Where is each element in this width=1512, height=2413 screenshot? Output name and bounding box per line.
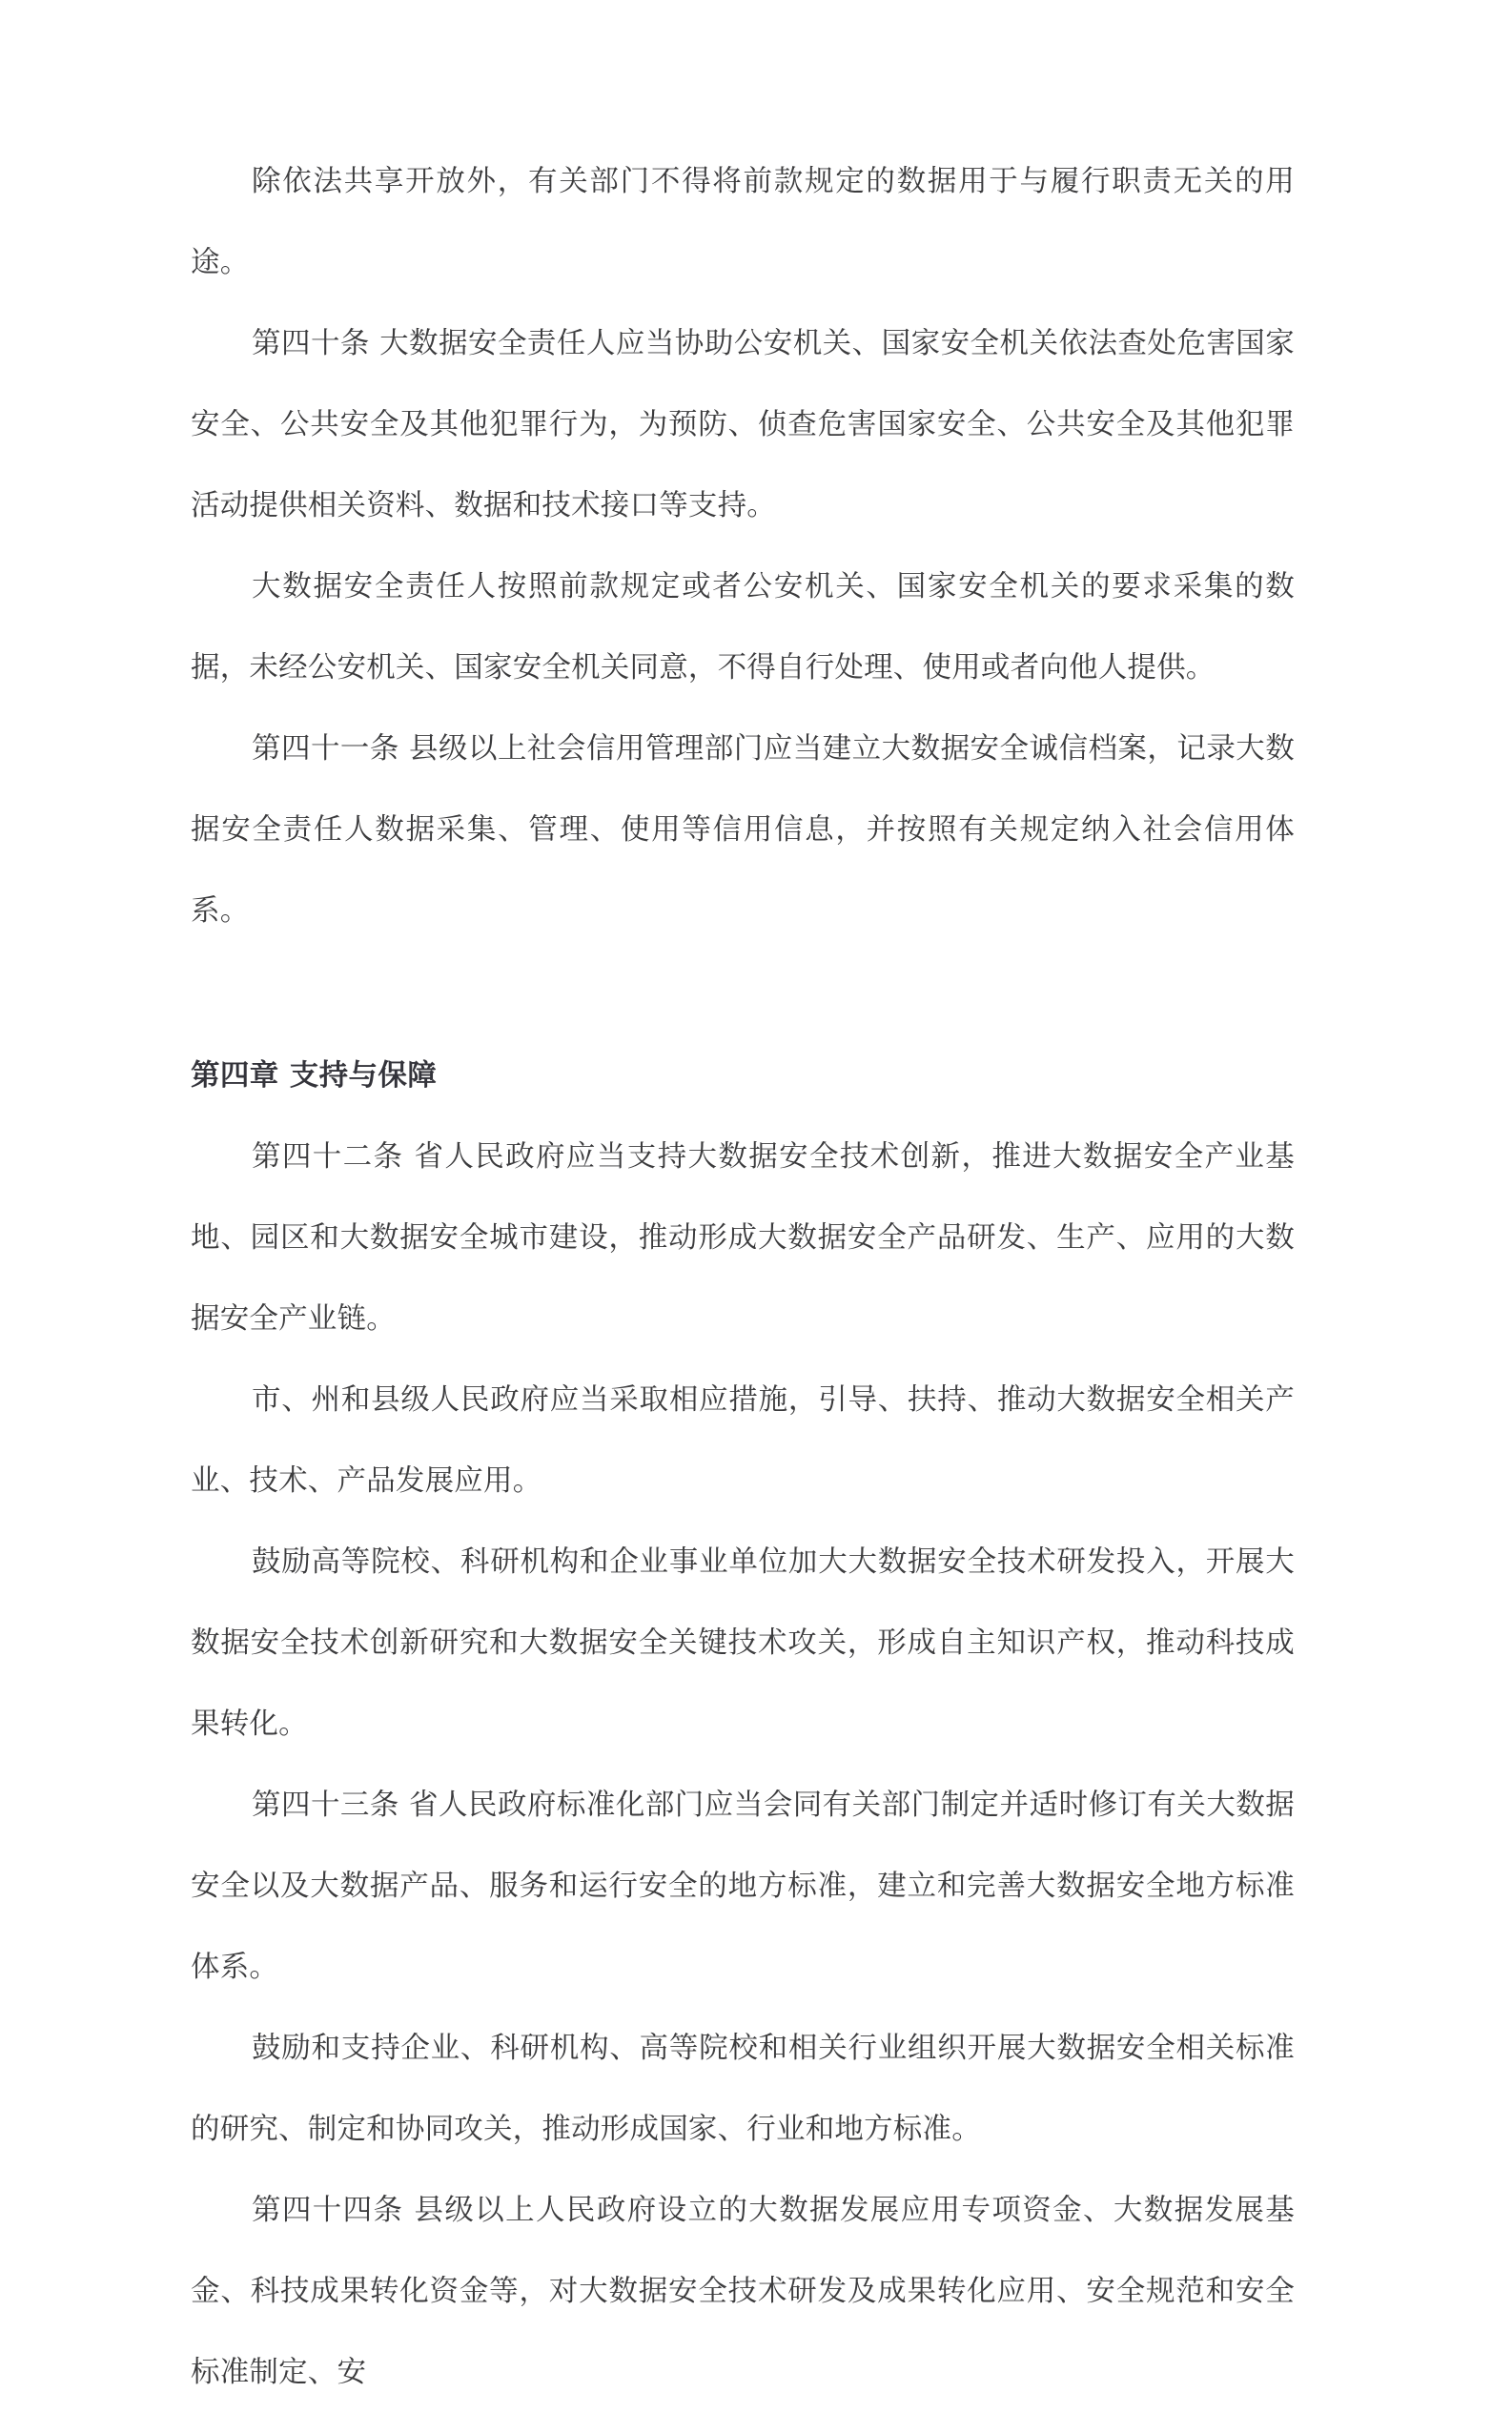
chapter-heading-4: 第四章 支持与保障 <box>191 1059 438 1093</box>
document-text-body <box>191 141 1295 2413</box>
paragraph-article-40-clause-2: 大数据安全责任人按照前款规定或者公安机关、国家安全机关的要求采集的数据，未经公安机关、国家安全机关同意，不得自行处理、使用或者向他人提供。 <box>191 570 1295 685</box>
paragraph-article-43: 第四十三条 省人民政府标准化部门应当会同有关部门制定并适时修订有关大数据安全以及大数据产品、服务和运行安全的地方标准，建立和完善大数据安全地方标准体系。 <box>191 1789 1295 1984</box>
paragraph-article-43-clause-2: 鼓励和支持企业、科研机构、高等院校和相关行业组织开展大数据安全相关标准的研究、制定和协同攻关，推动形成国家、行业和地方标准。 <box>191 2032 1295 2146</box>
chapter-spacer <box>191 951 1295 1035</box>
paragraph-article-40: 第四十条 大数据安全责任人应当协助公安机关、国家安全机关依法查处危害国家安全、公共安全及其他犯罪行为，为预防、侦查危害国家安全、公共安全及其他犯罪活动提供相关资料、数据和技术接口等支持。 <box>191 327 1295 522</box>
paragraph-article-41: 第四十一条 县级以上社会信用管理部门应当建立大数据安全诚信档案，记录大数据安全责任人数据采集、管理、使用等信用信息，并按照有关规定纳入社会信用体系。 <box>191 732 1295 928</box>
paragraph-article-42-clause-2: 市、州和县级人民政府应当采取相应措施，引导、扶持、推动大数据安全相关产业、技术、产品发展应用。 <box>191 1383 1295 1498</box>
paragraph-article-44: 第四十四条 县级以上人民政府设立的大数据发展应用专项资金、大数据发展基金、科技成果转化资金等，对大数据安全技术研发及成果转化应用、安全规范和安全标准制定、安 <box>191 2194 1295 2389</box>
paragraph-article-42: 第四十二条 省人民政府应当支持大数据安全技术创新，推进大数据安全产业基地、园区和大数据安全城市建设，推动形成大数据安全产品研发、生产、应用的大数据安全产业链。 <box>191 1140 1295 1336</box>
paragraph-article-42-clause-3: 鼓励高等院校、科研机构和企业事业单位加大大数据安全技术研发投入，开展大数据安全技术创新研究和大数据安全关键技术攻关，形成自主知识产权，推动科技成果转化。 <box>191 1545 1295 1741</box>
paragraph-article-39-tail: 除依法共享开放外，有关部门不得将前款规定的数据用于与履行职责无关的用途。 <box>191 165 1295 279</box>
